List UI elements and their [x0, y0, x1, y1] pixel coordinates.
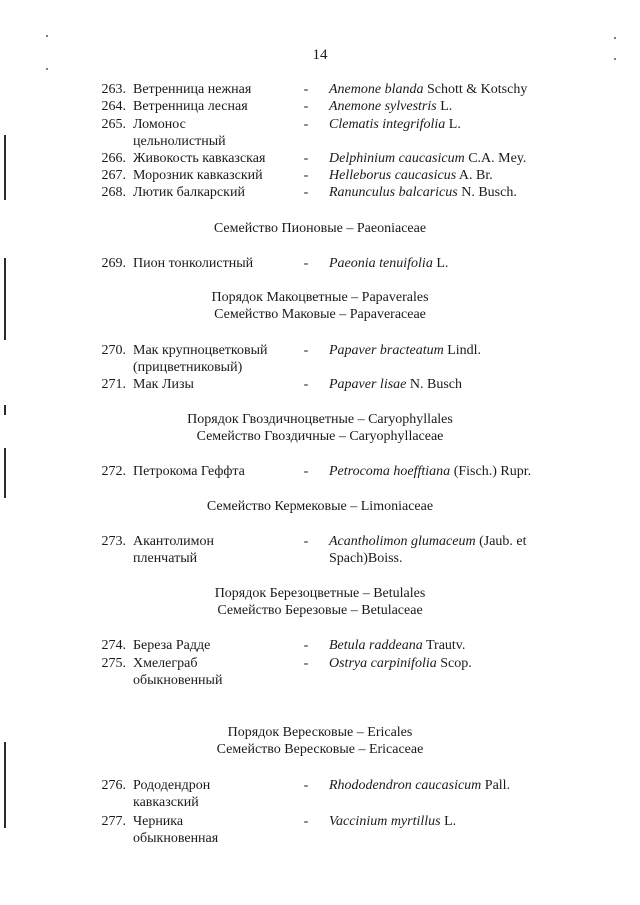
latin-binomial: Helleborus caucasicus — [329, 168, 457, 183]
latin-binomial: Clematis integrifolia — [329, 117, 446, 132]
russian-name: Ломонос цельнолистный — [133, 117, 226, 149]
latin-binomial: Vaccinium myrtillus — [329, 814, 441, 829]
dash-separator: - — [303, 151, 309, 166]
scan-speck — [46, 35, 48, 37]
taxon-author: N. Busch — [406, 377, 462, 392]
order-heading: Порядок Макоцветные – Papaverales — [211, 290, 429, 305]
russian-name: Ветренница лесная — [133, 99, 248, 114]
dash-separator: - — [303, 256, 309, 271]
taxon-author: Lindl. — [443, 343, 482, 358]
entry-number: 266. — [101, 151, 126, 166]
latin-name — [329, 637, 564, 654]
entry-number: 272. — [101, 464, 126, 479]
dash-separator: - — [303, 464, 309, 479]
latin-name — [329, 167, 564, 184]
taxon-author: C.A. Mey. — [464, 151, 527, 166]
entry-number: 268. — [101, 185, 126, 200]
dash-separator: - — [303, 638, 309, 653]
russian-name: Мак Лизы — [133, 377, 194, 392]
taxon-author: Scop. — [436, 656, 472, 671]
latin-binomial: Betula raddeana — [329, 638, 423, 653]
order-heading: Порядок Вересковые – Ericales — [227, 725, 413, 740]
scan-edge-mark — [4, 405, 6, 415]
russian-name: Пион тонколистный — [133, 256, 254, 271]
dash-separator: - — [303, 656, 309, 671]
dash-separator: - — [303, 534, 309, 549]
dash-separator: - — [303, 82, 309, 97]
latin-binomial: Ostrya carpinifolia — [329, 656, 437, 671]
taxon-author: N. Busch. — [457, 185, 517, 200]
latin-binomial: Ranunculus balcaricus — [329, 185, 458, 200]
latin-binomial: Papaver lisae — [329, 377, 407, 392]
latin-binomial: Anemone sylvestris — [329, 99, 437, 114]
dash-separator: - — [303, 168, 309, 183]
order-heading: Порядок Гвоздичноцветные – Caryophyllales — [187, 412, 453, 427]
family-heading: Семейство Пионовые – Paeoniaceae — [213, 221, 427, 236]
family-heading: Семейство Вересковые – Ericaceae — [216, 742, 424, 757]
entry-number: 265. — [101, 117, 126, 132]
family-heading: Семейство Березовые – Betulaceae — [217, 603, 423, 618]
scan-edge-mark — [4, 742, 6, 828]
russian-name: Черника обыкновенная — [133, 814, 219, 846]
latin-binomial: Rhododendron caucasicum — [329, 778, 482, 793]
russian-name: Рододендрон кавказский — [133, 778, 211, 810]
entry-number: 277. — [101, 814, 126, 829]
order-heading: Порядок Березоцветные – Betulales — [214, 586, 426, 601]
scan-speck — [46, 68, 48, 70]
entry-number: 267. — [101, 168, 126, 183]
taxon-author: L. — [432, 256, 449, 271]
entry-number: 275. — [101, 656, 126, 671]
entry-number: 273. — [101, 534, 126, 549]
latin-name — [329, 342, 564, 359]
scan-speck — [614, 37, 616, 39]
russian-name: Хмелеграб обыкновенный — [133, 656, 223, 688]
taxon-author: Pall. — [481, 778, 511, 793]
russian-name: Живокость кавказская — [133, 151, 266, 166]
entry-number: 274. — [101, 638, 126, 653]
dash-separator: - — [303, 377, 309, 392]
russian-name: Мак крупноцветковый (прицветниковый) — [133, 343, 268, 375]
taxon-author: Trautv. — [422, 638, 466, 653]
dash-separator: - — [303, 117, 309, 132]
entry-number: 264. — [101, 99, 126, 114]
latin-name — [329, 813, 564, 830]
entry-number: 263. — [101, 82, 126, 97]
scan-edge-mark — [4, 258, 6, 340]
family-heading: Семейство Гвоздичные – Caryophyllaceae — [196, 429, 444, 444]
russian-name: Морозник кавказский — [133, 168, 263, 183]
dash-separator: - — [303, 185, 309, 200]
dash-separator: - — [303, 343, 309, 358]
family-heading: Семейство Маковые – Papaveraceae — [214, 307, 426, 322]
latin-name — [329, 533, 549, 567]
page-number: 14 — [312, 47, 328, 63]
entry-number: 270. — [101, 343, 126, 358]
latin-binomial: Papaver bracteatum — [329, 343, 444, 358]
latin-name — [329, 376, 564, 393]
taxon-author: L. — [440, 814, 457, 829]
family-heading: Семейство Кермековые – Limoniaceae — [206, 499, 434, 514]
latin-name — [329, 777, 564, 794]
taxon-author: A. Br. — [456, 168, 493, 183]
dash-separator: - — [303, 814, 309, 829]
russian-name: Ветренница нежная — [133, 82, 252, 97]
latin-name — [329, 184, 564, 201]
entry-number: 276. — [101, 778, 126, 793]
taxon-author: (Jaub. et Spach)Boiss. — [329, 534, 527, 566]
latin-binomial: Paeonia tenuifolia — [329, 256, 433, 271]
russian-name: Береза Радде — [133, 638, 211, 653]
latin-binomial: Petrocoma hoefftiana — [329, 464, 451, 479]
latin-binomial: Anemone blanda — [329, 82, 424, 97]
scan-edge-mark — [4, 135, 6, 200]
taxon-author: L. — [436, 99, 453, 114]
scan-edge-mark — [4, 448, 6, 498]
latin-name — [329, 655, 564, 672]
entry-number: 269. — [101, 256, 126, 271]
entry-number: 271. — [101, 377, 126, 392]
taxon-author: L. — [445, 117, 461, 132]
latin-name — [329, 150, 564, 167]
latin-binomial: Acantholimon glumaceum — [329, 534, 476, 549]
russian-name: Лютик балкарский — [133, 185, 245, 200]
taxon-author: Schott & Kotschy — [423, 82, 528, 97]
latin-name — [329, 98, 564, 115]
latin-name — [329, 463, 564, 480]
scan-speck — [614, 58, 616, 60]
latin-name — [329, 81, 564, 98]
dash-separator: - — [303, 99, 309, 114]
latin-name — [329, 116, 564, 133]
latin-binomial: Delphinium caucasicum — [329, 151, 465, 166]
latin-name — [329, 255, 564, 272]
dash-separator: - — [303, 778, 309, 793]
taxon-author: (Fisch.) Rupr. — [450, 464, 532, 479]
russian-name: Акантолимон пленчатый — [133, 534, 214, 566]
russian-name: Петрокома Геффта — [133, 464, 245, 479]
